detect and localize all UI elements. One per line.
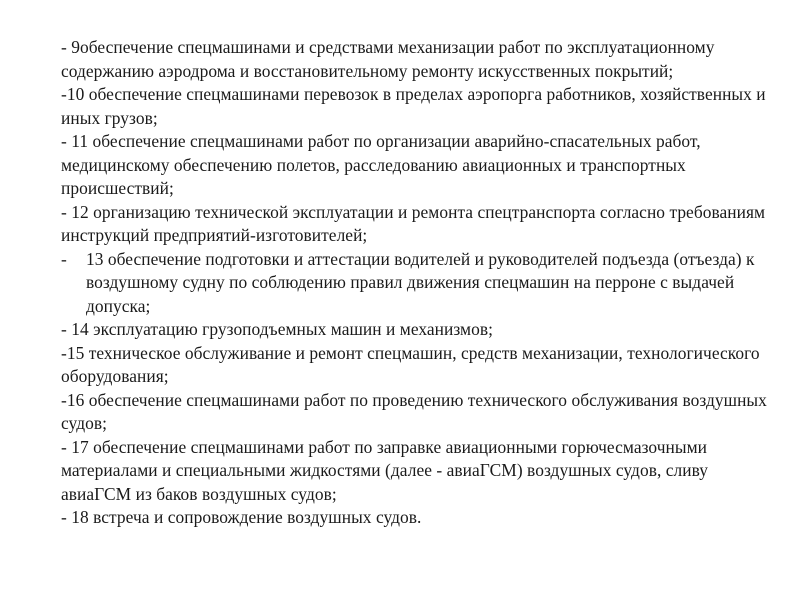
- document-body: [61, 36, 781, 530]
- list-item-17: - 17 обеспечение спецмашинами работ по заправке авиационными горючесмазочными материалами и специальными жидкостями (далее - авиаГСМ) воздушных судов, сливу авиаГСМ из баков воздушных судов;: [61, 436, 709, 504]
- list-item-18: - 18 встреча и сопровождение воздушных судов.: [61, 507, 422, 527]
- list-item-10: -10 обеспечение спецмашинами перевозок в пределах аэропорга работников, хозяйственных и иных грузов;: [61, 84, 766, 128]
- list-item-13-text: 13 обеспечение подготовки и аттестации водителей и руководителей подъезда (отъезда) к воздушному судну по соблюдению правил движения спецмашин на перроне с выдачей допуска;: [86, 248, 755, 316]
- list-bullet: -: [61, 248, 67, 269]
- list-item-15: -15 техническое обслуживание и ремонт спецмашин, средств механизации, технологического оборудования;: [61, 342, 760, 386]
- list-item-16: -16 обеспечение спецмашинами работ по проведению технического обслуживания воздушных судов;: [61, 389, 767, 433]
- list-item-13: [61, 248, 781, 319]
- list-item-14: - 14 эксплуатацию грузоподъемных машин и механизмов;: [61, 319, 494, 339]
- list-item-12: - 12 организацию технической эксплуатации и ремонта спецтранспорта согласно требованиям инструкций предприятий-изготовителей;: [61, 201, 766, 245]
- list-item-11: - 11 обеспечение спецмашинами работ по организации аварийно-спасательных работ, медицинскому обеспечению полетов, расследованию авиационных и транспортных происшествий;: [61, 131, 701, 198]
- list-item-9: - 9обеспечение спецмашинами и средствами механизации работ по эксплуатационному содержанию аэродрома и восстановительному ремонту искусственных покрытий;: [61, 37, 715, 81]
